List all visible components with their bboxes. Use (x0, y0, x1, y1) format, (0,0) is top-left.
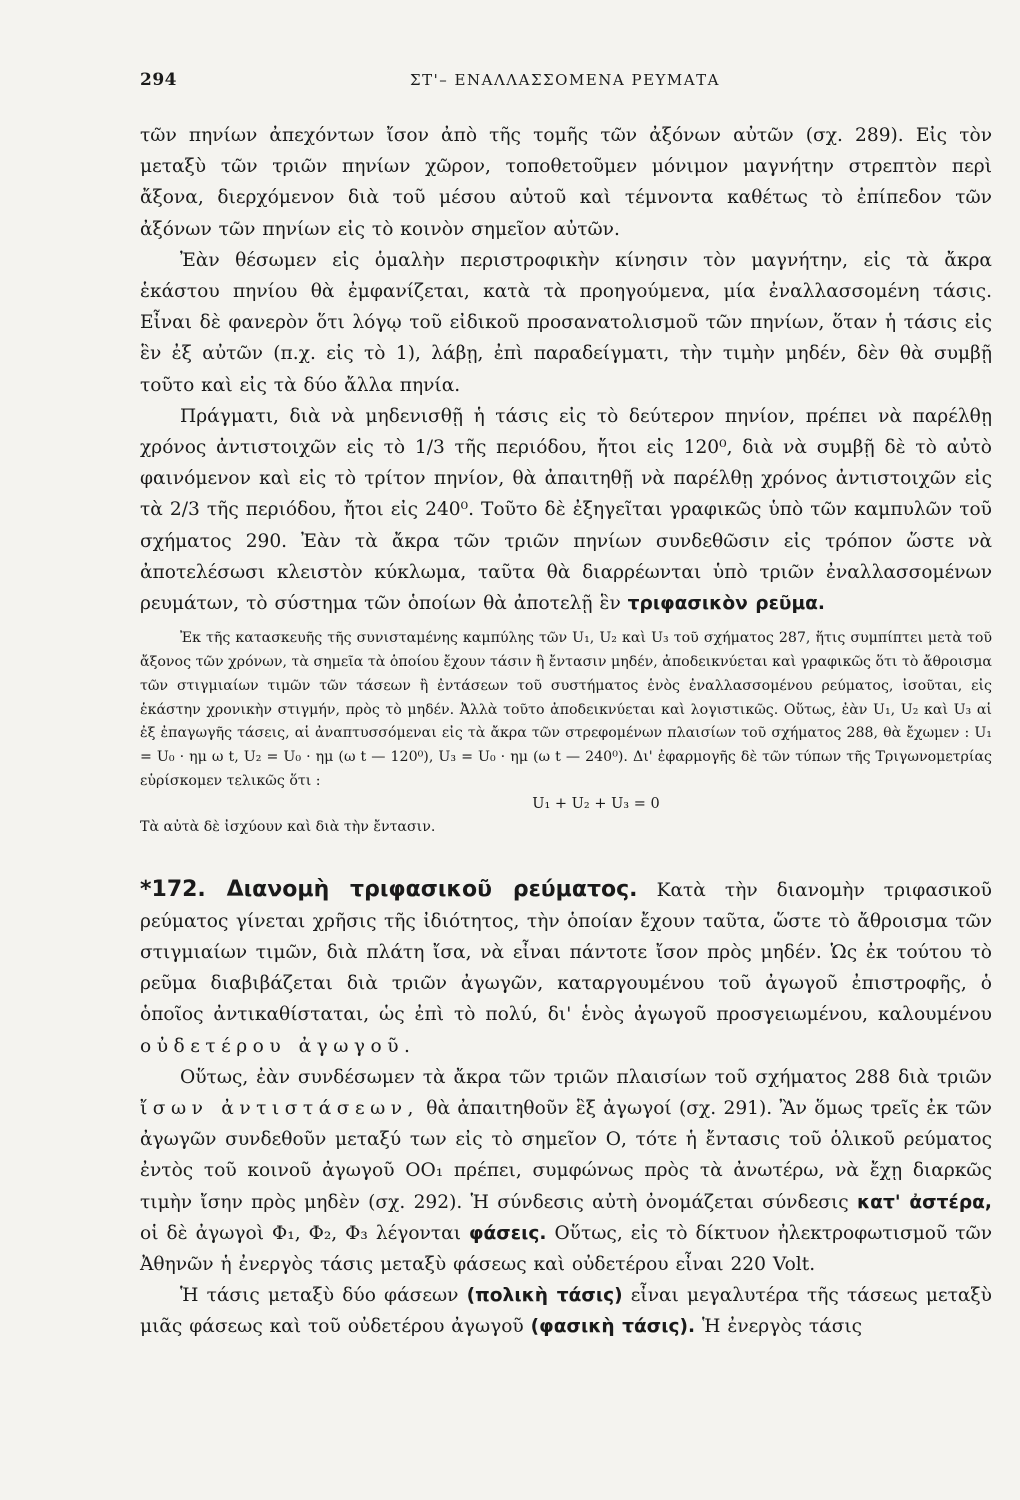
paragraph-3 (140, 401, 992, 619)
paragraph-5-text-2: θὰ ἀπαιτηθοῦν ἓξ ἀγωγοί (σχ. 291). Ἂν ὅμως τρεῖς ἐκ τῶν ἀγωγῶν συνδεθοῦν μεταξύ των εἰς τὸ σημεῖον Ο, τότε ἡ ἔντασις τοῦ ὁλικοῦ ρεύματος ἐντὸς τοῦ κοινοῦ ἀγωγοῦ ΟΟ₁ πρέπει, συμφώνως πρὸς τὰ ἀνωτέρω, νὰ ἔχῃ διαρκῶς τιμὴν ἴσην πρὸς μηδὲν (σχ. 292). Ἡ σύνδεσις αὐτὴ ὀνομάζεται σύνδεσις (140, 1098, 992, 1213)
paragraph-2: Ἐὰν θέσωμεν εἰς ὁμαλὴν περιστροφικὴν κίνησιν τὸν μαγνήτην, εἰς τὰ ἄκρα ἑκάστου πηνίου θὰ ἐμφανίζεται, κατὰ τὰ προηγούμενα, μία ἐναλλασσομένη τάσις. Εἶναι δὲ φανερὸν ὅτι λόγῳ τοῦ εἰδικοῦ προσανατολισμοῦ τῶν πηνίων, ὅταν ἡ τάσις εἰς ἓν ἐξ αὐτῶν (π.χ. εἰς τὸ 1), λάβῃ, ἐπὶ παραδείγματι, τὴν τιμὴν μηδέν, δὲν θὰ συμβῇ τοῦτο καὶ εἰς τὰ δύο ἄλλα πηνία. (140, 249, 992, 396)
page-header (140, 70, 990, 100)
section-heading: *172. Διανομὴ τριφασικοῦ ρεύματος. (140, 876, 638, 902)
paragraph-5-text-1: Οὕτως, ἐὰν συνδέσωμεν τὰ ἄκρα τῶν τριῶν πλαισίων τοῦ σχήματος 288 διὰ τριῶν (180, 1066, 992, 1088)
note-closing: Τὰ αὐτὰ δὲ ἰσχύουν καὶ διὰ τὴν ἔντασιν. (140, 818, 436, 835)
paragraph-6 (140, 1280, 992, 1342)
paragraph-3-text: Πράγματι, διὰ νὰ μηδενισθῇ ἡ τάσις εἰς τὸ δεύτερον πηνίον, πρέπει νὰ παρέλθῃ χρόνος ἀντιστοιχῶν εἰς τὸ 1/3 τῆς περιόδου, ἤτοι εἰς 120⁰, διὰ νὰ συμβῇ δὲ τὸ αὐτὸ φαινόμενον καὶ εἰς τὸ τρίτον πηνίον, θὰ ἀπαιτηθῇ νὰ παρέλθῃ χρόνος ἀντιστοιχῶν εἰς τὰ 2/3 τῆς περιόδου, ἤτοι εἰς 240⁰. Τοῦτο δὲ ἐξηγεῖται γραφικῶς ὑπὸ τῶν καμπυλῶν τοῦ σχήματος 290. Ἐὰν τὰ ἄκρα τῶν τριῶν πηνίων συνδεθῶσιν εἰς τρόπον ὥστε νὰ ἀποτελέσωσι κλειστὸν κύκλωμα, ταῦτα θὰ διαρρέωνται ὑπὸ τριῶν ἐναλλασσομένων ρευμάτων, τὸ σύστημα τῶν ὁποίων θὰ ἀποτελῇ ἓν (140, 405, 992, 615)
paragraph-5 (140, 1062, 992, 1280)
paragraph-6-text-3: Ἡ ἐνεργὸς τάσις (702, 1316, 863, 1338)
term-line-voltage: (πολικὴ τάσις) (466, 1285, 623, 1307)
paragraph-5-text-4: Οὕτως, εἰς τὸ δίκτυον ἠλεκτροφωτισμοῦ τῶν Ἀθηνῶν ἡ ἐνεργὸς τάσις μεταξὺ φάσεως καὶ οὐδετέρου εἶναι 220 Volt. (140, 1222, 992, 1276)
running-head: ΣΤ'– ΕΝΑΛΛΑΣΣΟΜΕΝΑ ΡΕΥΜΑΤΑ (410, 71, 720, 89)
term-star-connection: κατ' ἀστέρα, (856, 1191, 992, 1213)
term-phase-voltage: (φασικὴ τάσις). (530, 1316, 696, 1338)
term-phases: φάσεις. (468, 1222, 547, 1244)
paragraph-5-text-3: οἱ δὲ ἀγωγοὶ Φ₁, Φ₂, Φ₃ λέγονται (140, 1222, 461, 1244)
body-text (140, 120, 992, 1343)
paragraph-6-text-2: εἶναι μεγαλυτέρα τῆς τάσεως μεταξὺ μιᾶς φάσεως καὶ τοῦ οὐδετέρου ἀγωγοῦ (140, 1285, 992, 1338)
term-three-phase-current: τριφασικὸν ρεῦμα. (627, 593, 825, 615)
page-number: 294 (140, 70, 177, 90)
note-paragraph: Ἐκ τῆς κατασκευῆς τῆς συνισταμένης καμπύλης τῶν U₁, U₂ καὶ U₃ τοῦ σχήματος 287, ἥτις συμπίπτει μετὰ τοῦ ἄξονος τῶν χρόνων, τὰ σημεῖα τὰ ὁποίου ἔχουν τάσιν ἢ ἔντασιν μηδέν, ἀποδεικνύεται καὶ γραφικῶς ὅτι τὸ ἄθροισμα τῶν στιγμιαίων τιμῶν τῶν τάσεων ἢ ἐντάσεων τοῦ συστήματος ἑνὸς ἐναλλασσομένου ρεύματος, ἰσοῦται, εἰς ἑκάστην χρονικὴν στιγμήν, πρὸς τὸ μηδέν. Ἀλλὰ τοῦτο ἀποδεικνύεται καὶ λογιστικῶς. Οὕτως, ἐὰν U₁, U₂ καὶ U₃ αἱ ἐξ ἐπαγωγῆς τάσεις, αἱ ἀναπτυσσόμεναι εἰς τὰ ἄκρα τῶν στρεφομένων πλαισίων τοῦ σχήματος 288, θὰ ἔχωμεν : U₁ = U₀ · ημ ω t, U₂ = U₀ · ημ (ω t — 120⁰), U₃ = U₀ · ημ (ω t — 240⁰). Δι' ἐφαρμογῆς δὲ τῶν τύπων τῆς Τριγωνομετρίας εὑρίσκομεν τελικῶς ὅτι : (140, 630, 992, 790)
term-equal-resistances: ἴσων ἀντιστάσεων, (140, 1098, 419, 1120)
paragraph-1: τῶν πηνίων ἀπεχόντων ἴσον ἀπὸ τῆς τομῆς τῶν ἀξόνων αὐτῶν (σχ. 289). Εἰς τὸν μεταξὺ τῶν τριῶν πηνίων χῶρον, τοποθετοῦμεν μόνιμον μαγνήτην στρεπτὸν περὶ ἄξονα, διερχόμενον διὰ τοῦ μέσου αὐτοῦ καὶ τέμνοντα καθέτως τὸ ἐπίπεδον τῶν ἀξόνων τῶν πηνίων εἰς τὸ κοινὸν σημεῖον αὐτῶν. (140, 125, 992, 240)
section-172 (140, 874, 992, 1062)
paragraph-6-text-1: Ἡ τάσις μεταξὺ δύο φάσεων (180, 1285, 459, 1307)
section-text: Κατὰ τὴν διανομὴν τριφασικοῦ ρεύματος γίνεται χρῆσις τῆς ἰδιότητος, τὴν ὁποίαν ἔχουν ταῦτα, ὥστε τὸ ἄθροισμα τῶν στιγμιαίων τιμῶν, διὰ πλάτη ἴσα, νὰ εἶναι πάντοτε ἴσον πρὸς μηδέν. Ὡς ἐκ τούτου τὸ ρεῦμα διαβιβάζεται διὰ τριῶν ἀγωγῶν, καταργουμένου τοῦ ἀγωγοῦ ἐπιστροφῆς, ὁ ὁποῖος ἀντικαθίσταται, ὡς ἐπὶ τὸ πολύ, δι' ἑνὸς ἀγωγοῦ προσγειωμένου, καλουμένου (140, 879, 992, 1026)
formula: U₁ + U₂ + U₃ = 0 (532, 795, 660, 812)
term-neutral-conductor: οὐδετέρου ἀγωγοῦ. (140, 1035, 416, 1057)
